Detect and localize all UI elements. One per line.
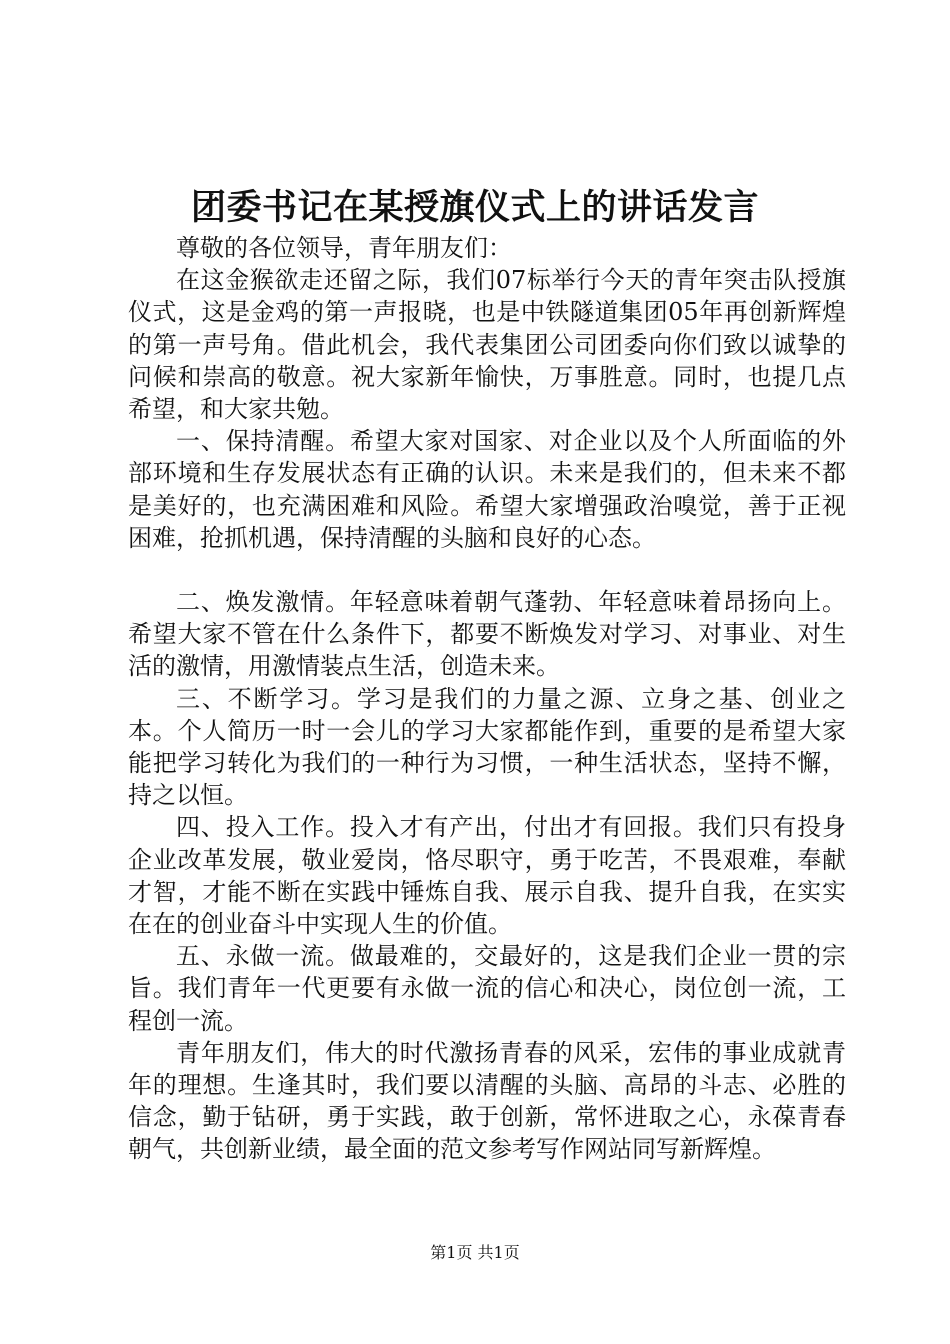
paragraph-point-1: 一、保持清醒。希望大家对国家、对企业以及个人所面临的外部环境和生存发展状态有正确的认识。未来是我们的，但未来不都是美好的，也充满困难和风险。希望大家增强政治嗅觉，善于正视困难，抢抓机遇，保持清醒的头脑和良好的心态。 [128,427,846,552]
page-footer: 第1页 共1页 [430,1243,520,1262]
document-body [128,232,846,1166]
paragraph-point-5: 五、永做一流。做最难的，交最好的，这是我们企业一贯的宗旨。我们青年一代更要有永做一流的信心和决心，岗位创一流，工程创一流。 [128,942,846,1035]
paragraph-closing: 青年朋友们，伟大的时代激扬青春的风采，宏伟的事业成就青年的理想。生逢其时，我们要以清醒的头脑、高昂的斗志、必胜的信念，勤于钻研，勇于实践，敢于创新，常怀进取之心，永葆青春朝气，共创新业绩，最全面的范文参考写作网站同写新辉煌。 [128,1038,846,1164]
paragraph-point-4: 四、投入工作。投入才有产出，付出才有回报。我们只有投身企业改革发展，敬业爱岗，恪尽职守，勇于吃苦，不畏艰难，奉献才智，才能不断在实践中锤炼自我、展示自我、提升自我，在实实在在的创业奋斗中实现人生的价值。 [128,813,846,939]
paragraph-point-2: 二、焕发激情。年轻意味着朝气蓬勃、年轻意味着昂扬向上。希望大家不管在什么条件下，都要不断焕发对学习、对事业、对生活的激情，用激情装点生活，创造未来。 [128,588,846,681]
document-title: 团委书记在某授旗仪式上的讲话发言 [190,187,759,228]
paragraph-intro: 在这金猴欲走还留之际，我们07标举行今天的青年突击队授旗仪式，这是金鸡的第一声报晓，也是中铁隧道集团05年再创新辉煌的第一声号角。借此机会，我代表集团公司团委向你们致以诚挚的问候和崇高的敬意。祝大家新年愉快，万事胜意。同时，也提几点希望，和大家共勉。 [128,266,846,424]
paragraph-point-3: 三、不断学习。学习是我们的力量之源、立身之基、创业之本。个人简历一时一会儿的学习大家都能作到，重要的是希望大家能把学习转化为我们的一种行为习惯，一种生活状态，坚持不懈，持之以恒。 [128,684,846,810]
salutation: 尊敬的各位领导，青年朋友们： [176,234,512,262]
